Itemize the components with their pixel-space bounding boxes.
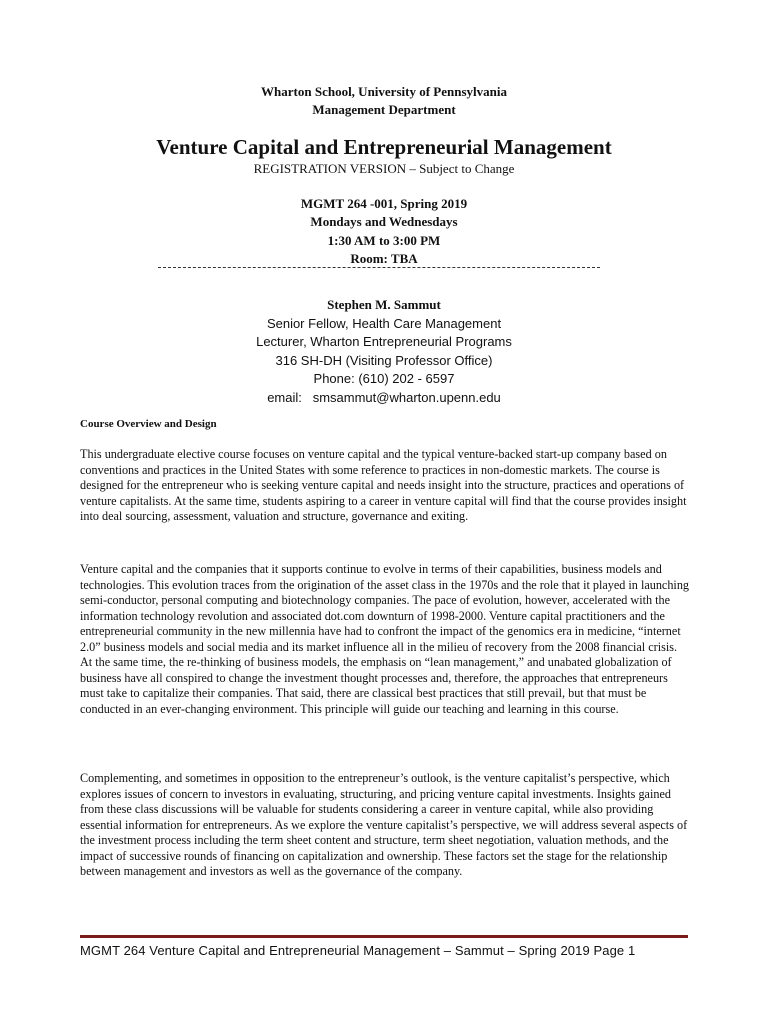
- page-footer: MGMT 264 Venture Capital and Entrepreneurial Management – Sammut – Spring 2019 Page 1: [80, 943, 636, 958]
- school-header: [0, 83, 768, 119]
- department-name: Management Department: [312, 102, 456, 117]
- instructor-title-2: Lecturer, Wharton Entrepreneurial Programs: [256, 334, 512, 349]
- course-code: MGMT 264 -001, Spring 2019: [300, 196, 468, 211]
- school-name: Wharton School, University of Pennsylvania: [261, 84, 507, 99]
- footer-rule: [80, 935, 688, 938]
- section-heading: Course Overview and Design: [80, 418, 217, 430]
- instructor-title-1: Senior Fellow, Health Care Management: [266, 315, 502, 331]
- dashed-divider: [158, 267, 600, 268]
- course-room: Room: TBA: [350, 250, 418, 266]
- paragraph-3: Complementing, and sometimes in opposition to the entrepreneur’s outlook, is the venture capitalist’s perspective, which explores issues of concern to investors in evaluating, structuring, and pricing venture capital investments. Insights gained from these class discussions will be valuable for students considering a career in venture capital, while also providing essential information for entrepreneurs. As we explore the venture capitalist’s perspective, we will address several aspects of the investment process including the term sheet content and structure, term sheet negotiation, valuation methods, and the impact of successive rounds of financing on capitalization and ownership. These factors set the stage for the relationship between management and investors as well as the governance of the company.: [80, 771, 688, 878]
- course-meta: [0, 195, 768, 268]
- course-time: 1:30 AM to 3:00 PM: [327, 232, 441, 248]
- registration-note: REGISTRATION VERSION – Subject to Change: [253, 161, 515, 176]
- course-title: Venture Capital and Entrepreneurial Management: [156, 135, 612, 159]
- instructor-email[interactable]: email: smsammut@wharton.upenn.edu: [267, 389, 501, 405]
- instructor-office: 316 SH-DH (Visiting Professor Office): [275, 352, 493, 368]
- paragraph-2: Venture capital and the companies that it supports continue to evolve in terms of their capabilities, business models and technologies. This evolution traces from the origination of the asset class in the 1970s and the role that it played in launching semi-conductor, personal computing and biotechnology companies. The pace of evolution, however, accelerated with the information technology revolution and associated dot.com downturn of 1998-2000. Venture capital practitioners and the entrepreneurial community in the new millennia have had to confront the impact of the genomics era in medicine, “internet 2.0” business models and social media and its market influence all in the milieu of recovery from the 2008 financial crisis. At the same time, the re-thinking of business models, the emphasis on “lean management,” and unabated globalization of business have all conspired to change the investment thought processes and, therefore, the approaches that entrepreneurs must take to capitalize their companies. That said, there are classical best practices that still prevail, but that must be conducted in an ever-changing environment. This principle will guide our teaching and learning in this course.: [80, 562, 690, 716]
- instructor-block: [0, 296, 768, 407]
- instructor-name: Stephen M. Sammut: [327, 297, 441, 312]
- course-days: Mondays and Wednesdays: [310, 214, 458, 230]
- paragraph-1: This undergraduate elective course focuses on venture capital and the typical venture-backed start-up company based on conventions and practices in the United States with some reference to practices in non-domestic markets. The course is designed for the entrepreneur who is seeking venture capital and needs insight into the structure, practices and operations of venture capitalists. At the same time, students aspiring to a career in venture capital will find that the course provides insight into deal sourcing, assessment, valuation and structure, governance and exiting.: [80, 447, 687, 523]
- instructor-phone: Phone: (610) 202 - 6597: [313, 371, 455, 386]
